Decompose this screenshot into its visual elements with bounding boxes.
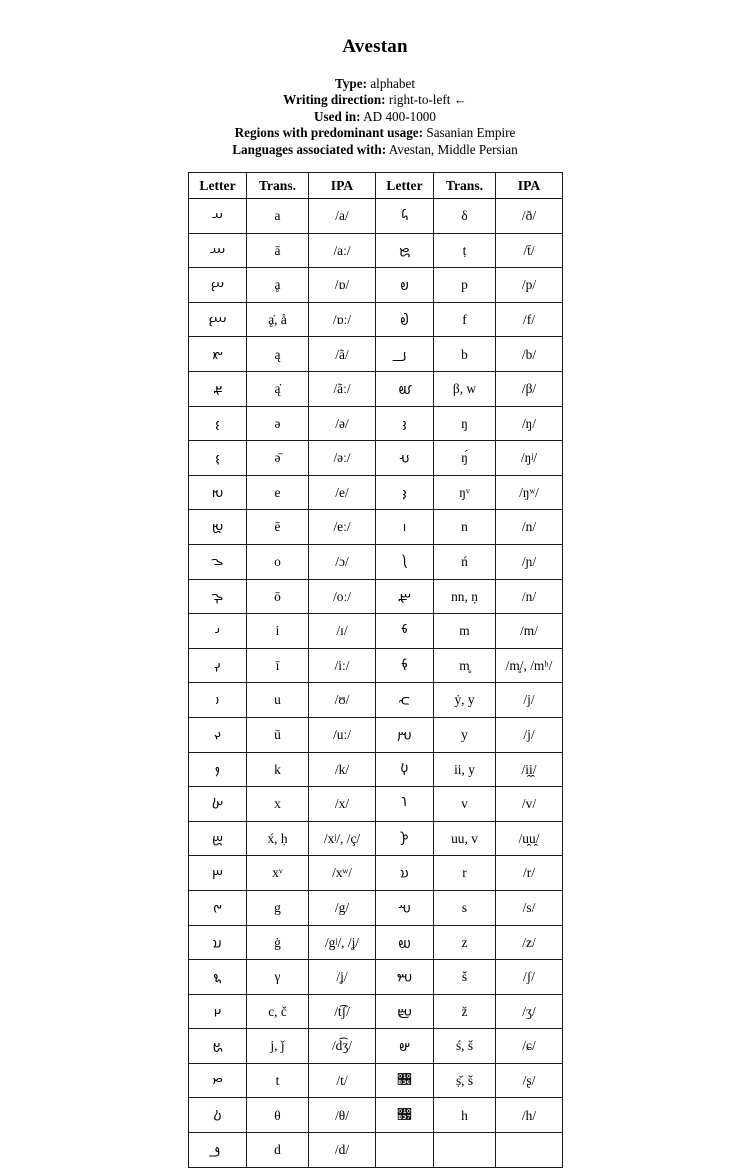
cell-trans-left: x bbox=[247, 787, 309, 822]
table-row bbox=[189, 406, 563, 441]
cell-trans-right: p bbox=[434, 268, 496, 303]
cell-trans-right: f bbox=[434, 302, 496, 337]
cell-ipa-right: /ʃ/ bbox=[496, 960, 563, 995]
cell-trans-right: δ bbox=[434, 199, 496, 234]
table-row bbox=[189, 268, 563, 303]
cell-ipa-right: /ŋ/ bbox=[496, 406, 563, 441]
cell-letter-right: 𐬥 bbox=[376, 510, 434, 545]
cell-trans-left: x́, ḥ bbox=[247, 821, 309, 856]
cell-trans-right: ŋᵛ bbox=[434, 475, 496, 510]
cell-trans-right: ŋ́ bbox=[434, 441, 496, 476]
cell-ipa-right: /j/ bbox=[496, 683, 563, 718]
cell-letter-right: 𐬡 bbox=[376, 372, 434, 407]
cell-ipa-left: /iː/ bbox=[309, 648, 376, 683]
cell-letter-left: 𐬃 bbox=[189, 302, 247, 337]
cell-ipa-right: /ŋʷ/ bbox=[496, 475, 563, 510]
column-header-letter-left: Letter bbox=[189, 173, 247, 199]
cell-ipa-right: /u̯u̯/ bbox=[496, 821, 563, 856]
cell-letter-right: 𐬤 bbox=[376, 475, 434, 510]
cell-ipa-right: /ʂ/ bbox=[496, 1063, 563, 1098]
cell-letter-left: 𐬋 bbox=[189, 579, 247, 614]
cell-trans-left: ō bbox=[247, 579, 309, 614]
table-row bbox=[189, 579, 563, 614]
cell-trans-right: s bbox=[434, 890, 496, 925]
table-header-row bbox=[189, 173, 563, 199]
cell-letter-left: 𐬒 bbox=[189, 821, 247, 856]
cell-ipa-left: /d͡ʒ/ bbox=[309, 1029, 376, 1064]
cell-ipa-right: /v/ bbox=[496, 787, 563, 822]
cell-trans-right: h bbox=[434, 1098, 496, 1133]
cell-letter-right: 𐬯 bbox=[376, 856, 434, 891]
table-header bbox=[189, 173, 563, 199]
cell-trans-left: ū bbox=[247, 717, 309, 752]
cell-trans-left: ḁ̇, å bbox=[247, 302, 309, 337]
table-row bbox=[189, 302, 563, 337]
cell-trans-left: ē bbox=[247, 510, 309, 545]
cell-trans-right: ŋ bbox=[434, 406, 496, 441]
cell-trans-right: ś, š bbox=[434, 1029, 496, 1064]
cell-letter-right: 𐬞 bbox=[376, 268, 434, 303]
table-row bbox=[189, 821, 563, 856]
table-row bbox=[189, 1133, 563, 1168]
cell-ipa-right: /h/ bbox=[496, 1098, 563, 1133]
table-row bbox=[189, 441, 563, 476]
table-row bbox=[189, 648, 563, 683]
table-row bbox=[189, 994, 563, 1029]
cell-ipa-left: /t͡ʃ/ bbox=[309, 994, 376, 1029]
cell-letter-left: 𐬘 bbox=[189, 1029, 247, 1064]
cell-ipa-left: /ɒ/ bbox=[309, 268, 376, 303]
table-row bbox=[189, 925, 563, 960]
cell-ipa-right: /ɲ/ bbox=[496, 544, 563, 579]
cell-trans-right: m bbox=[434, 614, 496, 649]
cell-trans-right: b bbox=[434, 337, 496, 372]
cell-letter-right: 𐬭 bbox=[376, 787, 434, 822]
alphabet-table-wrapper bbox=[188, 172, 562, 1168]
cell-letter-left: 𐬌 bbox=[189, 614, 247, 649]
cell-letter-right: 𐬢 bbox=[376, 406, 434, 441]
cell-ipa-left: /ã/ bbox=[309, 337, 376, 372]
table-row bbox=[189, 475, 563, 510]
cell-letter-right: 𐬜 bbox=[376, 199, 434, 234]
cell-ipa-right: /m/ bbox=[496, 614, 563, 649]
metadata-line bbox=[0, 109, 750, 125]
cell-ipa-left: /t/ bbox=[309, 1063, 376, 1098]
cell-letter-left: 𐬄 bbox=[189, 337, 247, 372]
table-row bbox=[189, 960, 563, 995]
cell-ipa-left: /xʷ/ bbox=[309, 856, 376, 891]
cell-letter-right: 𐬱 bbox=[376, 890, 434, 925]
cell-trans-left: ḁ bbox=[247, 268, 309, 303]
cell-trans-left: θ bbox=[247, 1098, 309, 1133]
column-header-ipa-right: IPA bbox=[496, 173, 563, 199]
cell-trans-left: d bbox=[247, 1133, 309, 1168]
cell-trans-left: o bbox=[247, 544, 309, 579]
table-row bbox=[189, 1063, 563, 1098]
cell-letter-right: 𐬴 bbox=[376, 994, 434, 1029]
cell-ipa-left: /eː/ bbox=[309, 510, 376, 545]
cell-letter-left: 𐬂 bbox=[189, 268, 247, 303]
cell-trans-left: k bbox=[247, 752, 309, 787]
cell-letter-left: 𐬗 bbox=[189, 994, 247, 1029]
cell-letter-right: 𐬲 bbox=[376, 925, 434, 960]
cell-trans-left: ī bbox=[247, 648, 309, 683]
cell-letter-right: 𐬷 bbox=[376, 1098, 434, 1133]
cell-trans-left: u bbox=[247, 683, 309, 718]
metadata-value: right-to-left ← bbox=[388, 92, 467, 108]
table-row bbox=[189, 683, 563, 718]
cell-letter-left: 𐬚 bbox=[189, 1098, 247, 1133]
cell-trans-right: r bbox=[434, 856, 496, 891]
cell-letter-left: 𐬁 bbox=[189, 233, 247, 268]
cell-ipa-left: /ə/ bbox=[309, 406, 376, 441]
cell-trans-right: uu, v bbox=[434, 821, 496, 856]
column-header-letter-right: Letter bbox=[376, 173, 434, 199]
cell-ipa-right: /r/ bbox=[496, 856, 563, 891]
cell-trans-right: ṭ bbox=[434, 233, 496, 268]
cell-ipa-left: /ãː/ bbox=[309, 372, 376, 407]
cell-letter-left: 𐬅 bbox=[189, 372, 247, 407]
cell-ipa-left: /d/ bbox=[309, 1133, 376, 1168]
cell-ipa-left: /gʲ/, /ʝ/ bbox=[309, 925, 376, 960]
cell-trans-left: ą bbox=[247, 337, 309, 372]
cell-letter-right: 𐬧 bbox=[376, 579, 434, 614]
cell-trans-left: ə̄ bbox=[247, 441, 309, 476]
metadata-label: Writing direction: bbox=[283, 92, 386, 108]
cell-letter-left: 𐬎 bbox=[189, 683, 247, 718]
metadata-label: Used in: bbox=[313, 108, 361, 124]
metadata-label: Type: bbox=[335, 76, 368, 91]
table-row bbox=[189, 717, 563, 752]
cell-ipa-right: /t̄/ bbox=[496, 233, 563, 268]
cell-ipa-left: /oː/ bbox=[309, 579, 376, 614]
table-row bbox=[189, 510, 563, 545]
cell-trans-left: g bbox=[247, 890, 309, 925]
table-row bbox=[189, 787, 563, 822]
table-row bbox=[189, 199, 563, 234]
table-body bbox=[189, 199, 563, 1168]
cell-letter-left: 𐬙 bbox=[189, 1063, 247, 1098]
table-row bbox=[189, 1098, 563, 1133]
cell-trans-left: e bbox=[247, 475, 309, 510]
cell-ipa-right: /j/ bbox=[496, 717, 563, 752]
cell-letter-left: 𐬇 bbox=[189, 441, 247, 476]
cell-trans-right bbox=[434, 1133, 496, 1168]
cell-ipa-right: /p/ bbox=[496, 268, 563, 303]
cell-ipa-left: /ɔ/ bbox=[309, 544, 376, 579]
cell-trans-right: ṣ̌, š bbox=[434, 1063, 496, 1098]
cell-ipa-left: /xʲ/, /ç/ bbox=[309, 821, 376, 856]
cell-letter-right bbox=[376, 1133, 434, 1168]
metadata-value: Avestan, Middle Persian bbox=[388, 141, 518, 157]
cell-trans-left: xᵛ bbox=[247, 856, 309, 891]
metadata-line bbox=[0, 142, 750, 158]
cell-trans-right: ń bbox=[434, 544, 496, 579]
cell-trans-left: c, č bbox=[247, 994, 309, 1029]
cell-trans-left: ą̇ bbox=[247, 372, 309, 407]
table-row bbox=[189, 544, 563, 579]
cell-ipa-left: /ʝ/ bbox=[309, 960, 376, 995]
cell-trans-left: γ bbox=[247, 960, 309, 995]
cell-ipa-right: /n/ bbox=[496, 510, 563, 545]
cell-letter-right: 𐬫 bbox=[376, 717, 434, 752]
cell-trans-right: n bbox=[434, 510, 496, 545]
cell-trans-right: y bbox=[434, 717, 496, 752]
cell-letter-right: 𐬟 bbox=[376, 302, 434, 337]
cell-ipa-left: /əː/ bbox=[309, 441, 376, 476]
table-row bbox=[189, 1029, 563, 1064]
cell-letter-left: 𐬀 bbox=[189, 199, 247, 234]
cell-trans-left: i bbox=[247, 614, 309, 649]
cell-ipa-left: /e/ bbox=[309, 475, 376, 510]
cell-ipa-right: /ʒ/ bbox=[496, 994, 563, 1029]
cell-trans-right: z bbox=[434, 925, 496, 960]
cell-ipa-right bbox=[496, 1133, 563, 1168]
cell-letter-right: 𐬠 bbox=[376, 337, 434, 372]
table-row bbox=[189, 372, 563, 407]
cell-letter-left: 𐬕 bbox=[189, 925, 247, 960]
cell-trans-right: ž bbox=[434, 994, 496, 1029]
alphabet-table bbox=[188, 172, 563, 1168]
cell-letter-left: 𐬍 bbox=[189, 648, 247, 683]
cell-ipa-left: /ɪ/ bbox=[309, 614, 376, 649]
cell-ipa-right: /ð/ bbox=[496, 199, 563, 234]
cell-letter-right: 𐬬 bbox=[376, 752, 434, 787]
cell-letter-right: 𐬩 bbox=[376, 648, 434, 683]
cell-trans-left: ġ bbox=[247, 925, 309, 960]
cell-trans-right: nn, ṇ bbox=[434, 579, 496, 614]
cell-ipa-right: /z/ bbox=[496, 925, 563, 960]
cell-letter-left: 𐬊 bbox=[189, 544, 247, 579]
table-row bbox=[189, 337, 563, 372]
table-row bbox=[189, 233, 563, 268]
metadata-line bbox=[0, 92, 750, 108]
column-header-trans-right: Trans. bbox=[434, 173, 496, 199]
cell-letter-left: 𐬓 bbox=[189, 856, 247, 891]
metadata-value: alphabet bbox=[370, 76, 415, 91]
metadata-label: Languages associated with: bbox=[232, 141, 387, 157]
cell-trans-right: š bbox=[434, 960, 496, 995]
cell-letter-right: 𐬨 bbox=[376, 614, 434, 649]
cell-letter-right: 𐬮 bbox=[376, 821, 434, 856]
metadata-value: Sasanian Empire bbox=[426, 125, 516, 141]
cell-ipa-left: /aː/ bbox=[309, 233, 376, 268]
cell-ipa-left: /a/ bbox=[309, 199, 376, 234]
cell-ipa-left: /ʊ/ bbox=[309, 683, 376, 718]
cell-ipa-right: /m̥/, /mʰ/ bbox=[496, 648, 563, 683]
cell-letter-right: 𐬵 bbox=[376, 1029, 434, 1064]
metadata-line bbox=[0, 76, 750, 92]
cell-trans-left: ə bbox=[247, 406, 309, 441]
cell-ipa-right: /ɕ/ bbox=[496, 1029, 563, 1064]
cell-trans-left: j, ǰ bbox=[247, 1029, 309, 1064]
table-row bbox=[189, 890, 563, 925]
cell-trans-right: v bbox=[434, 787, 496, 822]
cell-letter-right: 𐬶 bbox=[376, 1063, 434, 1098]
cell-trans-right: ii, y bbox=[434, 752, 496, 787]
cell-ipa-left: /k/ bbox=[309, 752, 376, 787]
table-row bbox=[189, 614, 563, 649]
cell-letter-right: 𐬳 bbox=[376, 960, 434, 995]
cell-ipa-left: /g/ bbox=[309, 890, 376, 925]
cell-letter-left: 𐬏 bbox=[189, 717, 247, 752]
cell-ipa-right: /i̯i̯/ bbox=[496, 752, 563, 787]
cell-letter-right: 𐬣 bbox=[376, 441, 434, 476]
column-header-ipa-left: IPA bbox=[309, 173, 376, 199]
cell-letter-left: 𐬑 bbox=[189, 787, 247, 822]
cell-trans-right: β, w bbox=[434, 372, 496, 407]
table-row bbox=[189, 856, 563, 891]
page-title: Avestan bbox=[342, 36, 408, 57]
cell-ipa-left: /ɒː/ bbox=[309, 302, 376, 337]
cell-ipa-right: /n/ bbox=[496, 579, 563, 614]
cell-trans-left: t bbox=[247, 1063, 309, 1098]
cell-letter-left: 𐬔 bbox=[189, 890, 247, 925]
cell-ipa-right: /f/ bbox=[496, 302, 563, 337]
cell-trans-right: m̥ bbox=[434, 648, 496, 683]
cell-letter-left: 𐬉 bbox=[189, 510, 247, 545]
cell-letter-left: 𐬆 bbox=[189, 406, 247, 441]
cell-ipa-right: /b/ bbox=[496, 337, 563, 372]
cell-trans-right: ẏ, y bbox=[434, 683, 496, 718]
cell-letter-left: 𐬖 bbox=[189, 960, 247, 995]
cell-ipa-right: /s/ bbox=[496, 890, 563, 925]
column-header-trans-left: Trans. bbox=[247, 173, 309, 199]
cell-ipa-right: /β/ bbox=[496, 372, 563, 407]
cell-letter-right: 𐬪 bbox=[376, 683, 434, 718]
cell-ipa-left: /uː/ bbox=[309, 717, 376, 752]
metadata-block bbox=[0, 76, 750, 158]
table-row bbox=[189, 752, 563, 787]
cell-ipa-left: /x/ bbox=[309, 787, 376, 822]
cell-ipa-right: /ŋʲ/ bbox=[496, 441, 563, 476]
cell-trans-left: a bbox=[247, 199, 309, 234]
metadata-value: AD 400-1000 bbox=[363, 108, 436, 124]
cell-letter-left: 𐬛 bbox=[189, 1133, 247, 1168]
cell-ipa-left: /θ/ bbox=[309, 1098, 376, 1133]
cell-letter-right: 𐬦 bbox=[376, 544, 434, 579]
cell-letter-left: 𐬈 bbox=[189, 475, 247, 510]
cell-letter-left: 𐬐 bbox=[189, 752, 247, 787]
cell-letter-right: 𐬝 bbox=[376, 233, 434, 268]
cell-trans-left: ā bbox=[247, 233, 309, 268]
metadata-label: Regions with predominant usage: bbox=[234, 125, 424, 141]
metadata-line bbox=[0, 125, 750, 141]
